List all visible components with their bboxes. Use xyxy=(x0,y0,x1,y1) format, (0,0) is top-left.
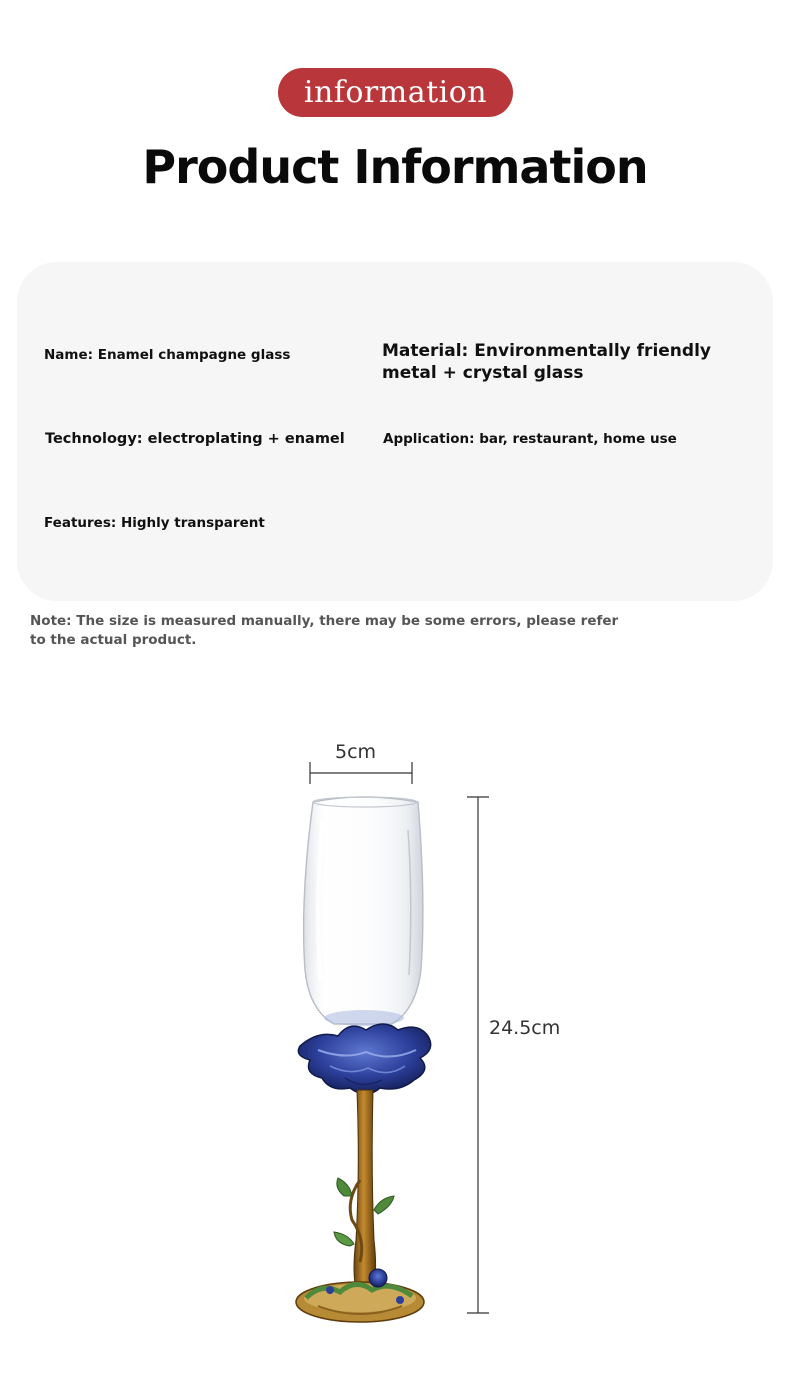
height-dimension-line xyxy=(467,797,489,1313)
spec-application: Application: bar, restaurant, home use xyxy=(383,431,677,447)
height-dimension-label: 24.5cm xyxy=(489,1017,561,1039)
page-title: Product Information xyxy=(142,140,648,194)
information-badge: information xyxy=(278,68,513,117)
spec-material: Material: Environmentally friendly metal + crystal glass xyxy=(382,341,711,383)
measurement-note: Note: The size is measured manually, there may be some errors, please refer to the actual product. xyxy=(30,613,619,648)
gold-stem xyxy=(334,1090,394,1290)
spec-features: Features: Highly transparent xyxy=(44,515,265,531)
glass-bowl xyxy=(304,797,423,1026)
spec-technology: Technology: electroplating + enamel xyxy=(45,431,345,447)
width-dimension-label: 5cm xyxy=(335,741,377,763)
spec-name: Name: Enamel champagne glass xyxy=(44,347,291,363)
enamel-rose xyxy=(298,1024,430,1094)
width-dimension-line xyxy=(310,762,412,784)
